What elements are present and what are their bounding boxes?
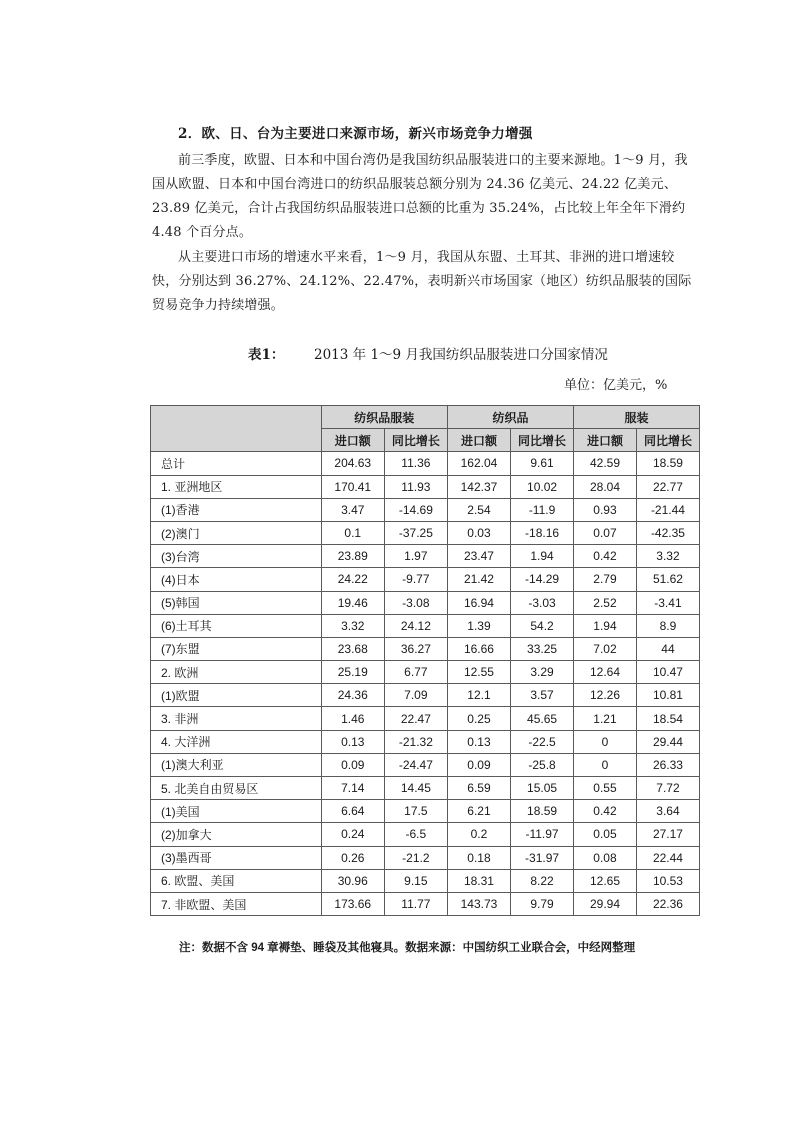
value-cell: 1.39 (447, 614, 510, 637)
value-cell: 12.1 (447, 684, 510, 707)
value-cell: 0.93 (574, 498, 637, 521)
value-cell: 2.79 (574, 568, 637, 591)
row-label: (1)香港 (151, 498, 322, 521)
value-cell: 3.47 (321, 498, 384, 521)
value-cell: 18.59 (636, 452, 699, 475)
value-cell: 24.22 (321, 568, 384, 591)
value-cell: -37.25 (384, 521, 447, 544)
value-cell: 0.05 (574, 823, 637, 846)
table-row (151, 452, 700, 475)
value-cell: 18.31 (447, 869, 510, 892)
subheader-import: 进口额 (321, 429, 384, 452)
value-cell: 36.27 (384, 637, 447, 660)
value-cell: 170.41 (321, 475, 384, 498)
table-label: 表1： (248, 347, 285, 363)
value-cell: 2.52 (574, 591, 637, 614)
value-cell: 22.44 (636, 846, 699, 869)
value-cell: 7.72 (636, 777, 699, 800)
value-cell: 3.32 (321, 614, 384, 637)
row-label: (3)台湾 (151, 545, 322, 568)
value-cell: -6.5 (384, 823, 447, 846)
value-cell: 0.09 (321, 753, 384, 776)
table-title: 2013 年 1～9 月我国纺织品服装进口分国家情况 (314, 347, 608, 363)
value-cell: -14.29 (511, 568, 574, 591)
value-cell: 30.96 (321, 869, 384, 892)
table-row (151, 892, 700, 915)
value-cell: -31.97 (511, 846, 574, 869)
section-heading: 2．欧、日、台为主要进口来源市场，新兴市场竞争力增强 (178, 126, 533, 142)
group-header-textile-apparel: 纺织品服装 (321, 406, 447, 429)
value-cell: 51.62 (636, 568, 699, 591)
group-header-apparel: 服装 (574, 406, 700, 429)
row-label: (3)墨西哥 (151, 846, 322, 869)
value-cell: -22.5 (511, 730, 574, 753)
value-cell: 16.66 (447, 637, 510, 660)
value-cell: 6.59 (447, 777, 510, 800)
table-row (151, 545, 700, 568)
subheader-import: 进口额 (574, 429, 637, 452)
value-cell: -3.03 (511, 591, 574, 614)
value-cell: -11.9 (511, 498, 574, 521)
table-row (151, 591, 700, 614)
table-row (151, 753, 700, 776)
row-label: (2)加拿大 (151, 823, 322, 846)
table-note: 注：数据不含 94 章褥垫、睡袋及其他寝具。数据来源：中国纺织工业联合会，中经网整理 (179, 942, 636, 954)
row-label: (5)韩国 (151, 591, 322, 614)
value-cell: -21.2 (384, 846, 447, 869)
value-cell: 0 (574, 730, 637, 753)
row-label: 4. 大洋洲 (151, 730, 322, 753)
row-label: (1)欧盟 (151, 684, 322, 707)
value-cell: 14.45 (384, 777, 447, 800)
value-cell: 204.63 (321, 452, 384, 475)
table-row (151, 707, 700, 730)
value-cell: 23.89 (321, 545, 384, 568)
value-cell: 22.36 (636, 892, 699, 915)
value-cell: 0 (574, 753, 637, 776)
table-row (151, 777, 700, 800)
value-cell: 15.05 (511, 777, 574, 800)
table-row (151, 637, 700, 660)
value-cell: 0.26 (321, 846, 384, 869)
value-cell: -25.8 (511, 753, 574, 776)
value-cell: 3.64 (636, 800, 699, 823)
value-cell: 0.42 (574, 545, 637, 568)
paragraph-1: 前三季度，欧盟、日本和中国台湾仍是我国纺织品服装进口的主要来源地。1～9 月，我国从欧盟、日本和中国台湾进口的纺织品服装总额分别为 24.36 亿美元、24.22 亿美元、23.89 亿美元，合计占我国纺织品服装进口总额的比重为 35.24%，占比较上年全年下滑约 4.48 个百分点。 (152, 153, 688, 240)
value-cell: 21.42 (447, 568, 510, 591)
table-row (151, 661, 700, 684)
value-cell: 16.94 (447, 591, 510, 614)
value-cell: 33.25 (511, 637, 574, 660)
value-cell: 22.47 (384, 707, 447, 730)
value-cell: 23.47 (447, 545, 510, 568)
value-cell: 6.21 (447, 800, 510, 823)
value-cell: 1.46 (321, 707, 384, 730)
table-row (151, 521, 700, 544)
value-cell: 1.94 (511, 545, 574, 568)
value-cell: 22.77 (636, 475, 699, 498)
value-cell: 1.21 (574, 707, 637, 730)
value-cell: 6.64 (321, 800, 384, 823)
value-cell: 12.55 (447, 661, 510, 684)
value-cell: 0.08 (574, 846, 637, 869)
value-cell: -3.41 (636, 591, 699, 614)
table-group-header (151, 406, 700, 429)
value-cell: 24.36 (321, 684, 384, 707)
row-label: 2. 欧洲 (151, 661, 322, 684)
value-cell: 29.44 (636, 730, 699, 753)
value-cell: 10.53 (636, 869, 699, 892)
value-cell: -9.77 (384, 568, 447, 591)
value-cell: 8.9 (636, 614, 699, 637)
table-row (151, 846, 700, 869)
paragraph-2: 从主要进口市场的增速水平来看，1～9 月，我国从东盟、土耳其、非洲的进口增速较快，分别达到 36.27%、24.12%、22.47%，表明新兴市场国家（地区）纺织品服装的国际贸易竞争力持续增强。 (152, 250, 692, 313)
value-cell: 19.46 (321, 591, 384, 614)
value-cell: 142.37 (447, 475, 510, 498)
row-label: 6. 欧盟、美国 (151, 869, 322, 892)
value-cell: -11.97 (511, 823, 574, 846)
table-row (151, 869, 700, 892)
value-cell: 26.33 (636, 753, 699, 776)
row-label: (6)土耳其 (151, 614, 322, 637)
value-cell: 12.26 (574, 684, 637, 707)
value-cell: 42.59 (574, 452, 637, 475)
value-cell: 54.2 (511, 614, 574, 637)
value-cell: 27.17 (636, 823, 699, 846)
value-cell: -3.08 (384, 591, 447, 614)
table-row (151, 614, 700, 637)
table-row (151, 498, 700, 521)
table-row (151, 568, 700, 591)
value-cell: 44 (636, 637, 699, 660)
value-cell: 12.65 (574, 869, 637, 892)
value-cell: 10.02 (511, 475, 574, 498)
value-cell: 25.19 (321, 661, 384, 684)
value-cell: 17.5 (384, 800, 447, 823)
value-cell: 10.81 (636, 684, 699, 707)
value-cell: 0.09 (447, 753, 510, 776)
row-label: 3. 非洲 (151, 707, 322, 730)
table-row (151, 823, 700, 846)
import-table (150, 405, 700, 916)
table-row (151, 800, 700, 823)
value-cell: 2.54 (447, 498, 510, 521)
value-cell: 0.1 (321, 521, 384, 544)
value-cell: 0.07 (574, 521, 637, 544)
row-label: (1)澳大利亚 (151, 753, 322, 776)
table-row (151, 475, 700, 498)
value-cell: 28.04 (574, 475, 637, 498)
row-label: (1)美国 (151, 800, 322, 823)
subheader-growth: 同比增长 (384, 429, 447, 452)
value-cell: -18.16 (511, 521, 574, 544)
subheader-import: 进口额 (447, 429, 510, 452)
row-label: 总计 (151, 452, 322, 475)
row-label: 5. 北美自由贸易区 (151, 777, 322, 800)
value-cell: 18.54 (636, 707, 699, 730)
value-cell: -24.47 (384, 753, 447, 776)
value-cell: 0.2 (447, 823, 510, 846)
value-cell: 173.66 (321, 892, 384, 915)
value-cell: 7.09 (384, 684, 447, 707)
value-cell: 3.29 (511, 661, 574, 684)
value-cell: 9.79 (511, 892, 574, 915)
value-cell: 11.93 (384, 475, 447, 498)
value-cell: 0.25 (447, 707, 510, 730)
value-cell: 0.13 (321, 730, 384, 753)
value-cell: -42.35 (636, 521, 699, 544)
value-cell: -14.69 (384, 498, 447, 521)
value-cell: 0.55 (574, 777, 637, 800)
value-cell: 143.73 (447, 892, 510, 915)
table-unit: 单位：亿美元，% (564, 378, 668, 393)
header-blank-cell (151, 406, 322, 452)
row-label: (7)东盟 (151, 637, 322, 660)
value-cell: 7.14 (321, 777, 384, 800)
table-row (151, 684, 700, 707)
subheader-growth: 同比增长 (636, 429, 699, 452)
value-cell: 162.04 (447, 452, 510, 475)
value-cell: 9.15 (384, 869, 447, 892)
value-cell: 18.59 (511, 800, 574, 823)
table-body (151, 452, 700, 916)
table-row (151, 730, 700, 753)
value-cell: 24.12 (384, 614, 447, 637)
value-cell: 12.64 (574, 661, 637, 684)
value-cell: -21.44 (636, 498, 699, 521)
row-label: (2)澳门 (151, 521, 322, 544)
row-label: 7. 非欧盟、美国 (151, 892, 322, 915)
value-cell: 6.77 (384, 661, 447, 684)
value-cell: 7.02 (574, 637, 637, 660)
group-header-textile: 纺织品 (447, 406, 573, 429)
value-cell: 11.77 (384, 892, 447, 915)
value-cell: 29.94 (574, 892, 637, 915)
value-cell: -21.32 (384, 730, 447, 753)
value-cell: 23.68 (321, 637, 384, 660)
row-label: 1. 亚洲地区 (151, 475, 322, 498)
value-cell: 1.94 (574, 614, 637, 637)
value-cell: 3.32 (636, 545, 699, 568)
value-cell: 0.24 (321, 823, 384, 846)
value-cell: 0.18 (447, 846, 510, 869)
value-cell: 8.22 (511, 869, 574, 892)
value-cell: 11.36 (384, 452, 447, 475)
value-cell: 0.42 (574, 800, 637, 823)
value-cell: 45.65 (511, 707, 574, 730)
value-cell: 0.13 (447, 730, 510, 753)
value-cell: 9.61 (511, 452, 574, 475)
value-cell: 1.97 (384, 545, 447, 568)
subheader-growth: 同比增长 (511, 429, 574, 452)
value-cell: 10.47 (636, 661, 699, 684)
value-cell: 0.03 (447, 521, 510, 544)
row-label: (4)日本 (151, 568, 322, 591)
value-cell: 3.57 (511, 684, 574, 707)
